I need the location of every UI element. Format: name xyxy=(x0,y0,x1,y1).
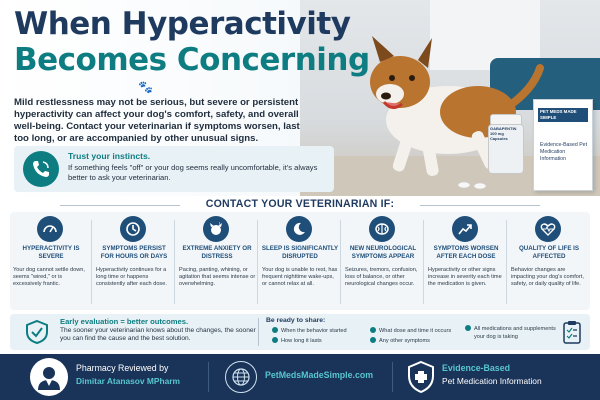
symptom-panel xyxy=(10,212,590,310)
paw-icon: 🐾 xyxy=(138,80,153,94)
share-item-label: What dose and time it occurs xyxy=(379,328,452,334)
symptom-title: SYMPTOMS WORSEN AFTER EACH DOSE xyxy=(433,245,499,260)
symptom-text: Hyperactivity or other signs increase in severity each time the medication is given. xyxy=(428,267,502,288)
symptom-card xyxy=(93,212,175,310)
globe-icon xyxy=(225,361,257,393)
symptom-card xyxy=(10,212,92,310)
svg-text:!: ! xyxy=(219,222,221,228)
share-item-continuation: your dog is taking xyxy=(474,334,518,340)
trust-box xyxy=(14,146,334,192)
share-item xyxy=(465,325,556,332)
column-divider xyxy=(91,220,92,304)
bottle-label xyxy=(490,126,520,141)
product-box xyxy=(533,99,593,191)
medical-shield-icon xyxy=(406,360,436,394)
footer-divider xyxy=(208,362,209,392)
symptom-title: QUALITY OF LIFE IS AFFECTED xyxy=(518,245,580,260)
symptom-card xyxy=(176,212,258,310)
symptom-text: Seizures, tremors, confusion, loss of balance, or other neurological changes occur. xyxy=(345,267,418,288)
footer xyxy=(0,354,600,400)
bottle-label-sub: 100 mg Capsules xyxy=(490,131,508,141)
evidence-based-line2: Pet Medication Information xyxy=(442,376,542,386)
share-item xyxy=(272,337,322,344)
column-divider xyxy=(340,220,341,304)
check-icon xyxy=(370,327,376,333)
column-divider xyxy=(423,220,424,304)
symptom-title: HYPERACTIVITY IS SEVERE xyxy=(22,245,80,260)
symptom-text: Your dog cannot settle down, seems "wired," or is excessively frantic. xyxy=(13,267,85,288)
reviewed-by-label: Pharmacy Reviewed by xyxy=(76,363,169,373)
symptom-title: EXTREME ANXIETY OR DISTRESS xyxy=(182,245,252,260)
early-divider xyxy=(258,318,259,346)
symptom-title: SYMPTOMS PERSIST FOR HOURS OR DAYS xyxy=(100,245,168,260)
share-item-label: All medications and supplements xyxy=(474,326,556,332)
symptom-title: SLEEP IS SIGNIFICANTLY DISRUPTED xyxy=(261,245,339,260)
contact-heading: CONTACT YOUR VETERINARIAN IF: xyxy=(205,198,395,210)
check-icon xyxy=(272,337,278,343)
heading-divider-right xyxy=(420,205,540,206)
symptom-text: Your dog is unable to rest, has frequent nighttime wake-ups, or cannot relax at all. xyxy=(262,267,338,288)
symptom-text: Hyperactivity continues for a long time or happens consistently after each dose. xyxy=(96,267,167,288)
trust-title: Trust your instincts. xyxy=(68,151,151,161)
share-item-label: Any other symptoms xyxy=(379,338,430,344)
early-title: Early evaluation = better outcomes. xyxy=(60,317,189,326)
column-divider xyxy=(174,220,175,304)
symptom-text: Pacing, panting, whining, or agitation that seems intense or overwhelming. xyxy=(179,267,256,288)
website-link[interactable]: PetMedsMadeSimple.com xyxy=(265,370,374,380)
page-title-line1: When Hyperactivity xyxy=(14,6,351,42)
pills-illustration xyxy=(456,180,496,190)
heart-pulse-icon xyxy=(535,216,561,242)
brain-icon xyxy=(369,216,395,242)
hero-section xyxy=(0,0,600,196)
symptom-title: NEW NEUROLOGICAL SYMPTOMS APPEAR xyxy=(349,245,417,260)
footer-divider xyxy=(392,362,393,392)
symptom-text: Behavior changes are impacting your dog's comfort, safety, or daily quality of life. xyxy=(511,267,584,288)
share-item xyxy=(370,337,430,344)
clipboard-icon xyxy=(562,320,582,344)
bottle-label-name: GABAPENTIN xyxy=(490,126,517,131)
share-item-label: How long it lasts xyxy=(281,338,322,344)
anxious-dog-icon xyxy=(203,216,229,242)
column-divider xyxy=(257,220,258,304)
page-title-line2: Becomes Concerning xyxy=(14,42,370,78)
symptom-card xyxy=(259,212,341,310)
share-item xyxy=(272,327,347,334)
trust-text: If something feels "off" or your dog seems really uncomfortable, it's always better to ask your veterinarian. xyxy=(68,163,318,182)
ready-title: Be ready to share: xyxy=(266,317,326,324)
phone-icon xyxy=(23,151,59,187)
box-brand-logo: PET MEDS MADE SIMPLE xyxy=(538,108,588,122)
trend-up-icon xyxy=(452,216,478,242)
evidence-based-line1: Evidence-Based xyxy=(442,363,510,373)
symptom-card xyxy=(508,212,590,310)
column-divider xyxy=(506,220,507,304)
check-icon xyxy=(370,337,376,343)
box-text: Evidence-Based Pet Medication Information xyxy=(540,142,588,162)
symptom-card xyxy=(342,212,424,310)
moon-icon xyxy=(286,216,312,242)
check-icon xyxy=(272,327,278,333)
check-icon xyxy=(465,325,471,331)
intro-paragraph: Mild restlessness may not be serious, but severe or persistent hyperactivity can affect your dog's comfort, safety, and overall well-being. Contact your veterinarian if symptoms worsen, last too long, or are accompanied by other unusual signs. xyxy=(14,97,300,144)
early-text: The sooner your veterinarian knows about the changes, the sooner you can find the cause and the best solution. xyxy=(60,327,256,343)
reviewer-name: Dimitar Atanasov MPharm xyxy=(76,376,180,386)
pharmacist-avatar xyxy=(30,358,68,396)
gauge-icon xyxy=(37,216,63,242)
share-item xyxy=(370,327,451,334)
shield-check-icon xyxy=(24,319,50,345)
medication-bottle xyxy=(488,114,524,174)
symptom-card xyxy=(425,212,507,310)
clock-icon xyxy=(120,216,146,242)
early-evaluation-box xyxy=(10,314,590,350)
share-item-label: When the behavior started xyxy=(281,328,347,334)
